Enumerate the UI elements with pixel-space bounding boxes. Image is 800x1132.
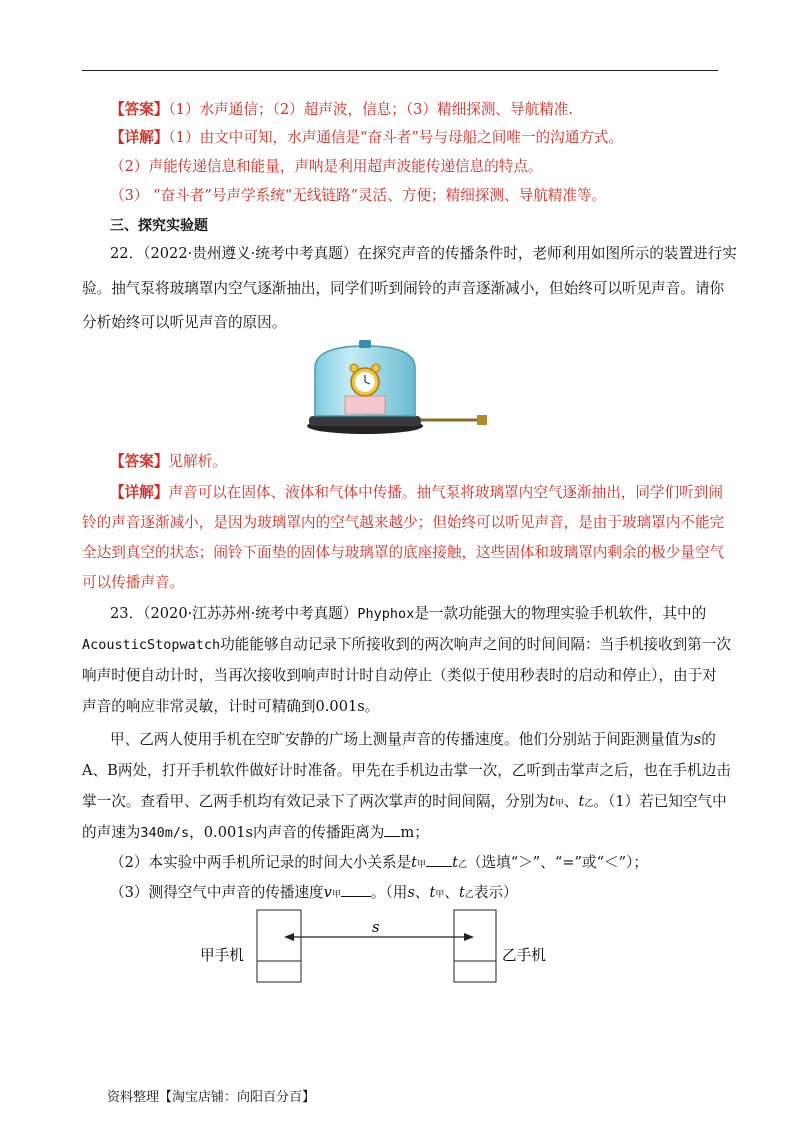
q23-p2-line1: 甲、乙两人使用手机在空旷安静的广场上测量声音的传播速度。他们分别站于间距测量值为s的: [110, 731, 716, 748]
q23-p2-line2: A、B两处，打开手机软件做好计时准备。甲先在手机边击掌一次，乙听到击掌声之后，也在手机边击: [82, 762, 731, 779]
detail-22-line2: 铃的声音逐渐减小，是因为玻璃罩内的空气越来越少；但始终可以听见声音，是由于玻璃罩内不能完: [82, 514, 725, 531]
phone-distance-diagram: [200, 908, 560, 988]
phone-b-label: 乙手机: [502, 947, 546, 964]
q23-sub2: （2）本实验中两手机所记录的时间大小关系是t甲 t乙（选填“＞”、“=”或“＜”）；: [110, 854, 648, 871]
q23-line1: 23．（2020·江苏苏州·统考中考真题）Phyphox是一款功能强大的物理实验手机软件，其中的: [110, 605, 707, 622]
detail-22-line3: 全达到真空的状态；闹铃下面垫的固体与玻璃罩的底座接触，这些固体和玻璃罩内剩余的极少量空气: [82, 544, 725, 561]
answer-22: 【答案】见解析。: [110, 453, 227, 470]
detail-21-line1: 【详解】（1）由文中可知，水声通信是“奋斗者”号与母船之间唯一的沟通方式。: [110, 129, 624, 146]
q23-line2: AcousticStopwatch功能能够自动记录下所接收到的两次响声之间的时间间隔：当手机接收到第一次: [82, 636, 731, 653]
q23-p2-line4: 的声速为340m/s，0.001s内声音的传播距离为 m；: [82, 824, 429, 841]
section-title: 三、探究实验题: [110, 218, 208, 234]
detail-tag: 【详解】: [110, 129, 169, 146]
header-rule: [82, 70, 718, 71]
answer-21: 【答案】（1）水声通信；（2）超声波，信息；（3）精细探测、导航精准.: [110, 101, 574, 118]
q23-line3: 响声时便自动计时，当再次接收到响声时计时自动停止（类似于使用秒表时的启动和停止），由于对: [82, 667, 717, 684]
detail-22-line4: 可以传播声音。: [82, 574, 185, 591]
distance-label: s: [372, 919, 380, 936]
q23-line4: 声音的响应非常灵敏，计时可精确到0.001s。: [82, 698, 380, 715]
footer-source: 资料整理【淘宝店铺：向阳百分百】: [107, 1090, 316, 1105]
answer-blank[interactable]: [341, 896, 371, 897]
q23-sub3: （3）测得空气中声音的传播速度v甲 。（用s、t甲、t乙表示）: [110, 884, 518, 901]
detail-21-line2: （2）声能传递信息和能量，声呐是利用超声波能传递信息的特点。: [110, 158, 543, 175]
phone-a-label: 甲手机: [200, 947, 244, 964]
q23-p2-line3: 掌一次。查看甲、乙两手机均有效记录下了两次掌声的时间间隔，分别为t甲、t乙。（1）若已知空气中: [82, 793, 727, 810]
bell-jar-illustration: [305, 338, 490, 438]
q22-line3: 分析始终可以听见声音的原因。: [82, 314, 287, 331]
detail-21-line3: （3） “奋斗者”号声学系统“无线链路”灵活、方便；精细探测、导航精准等。: [110, 187, 607, 204]
q22-line1: 22．（2022·贵州遵义·统考中考真题）在探究声音的传播条件时，老师利用如图所示的装置进行实: [110, 245, 737, 262]
answer-tag: 【答案】: [110, 101, 169, 118]
phone-a-box: [257, 910, 301, 982]
q22-line2: 验。抽气泵将玻璃罩内空气逐渐抽出，同学们听到闹铃的声音逐渐减小，但始终可以听见声音。请你: [82, 280, 725, 297]
detail-22-line1: 【详解】声音可以在固体、液体和气体中传播。抽气泵将玻璃罩内空气逐渐抽出，同学们听到闹: [110, 484, 723, 501]
phone-b-box: [454, 910, 496, 982]
answer-blank[interactable]: [426, 866, 452, 867]
answer-blank[interactable]: [384, 836, 400, 837]
